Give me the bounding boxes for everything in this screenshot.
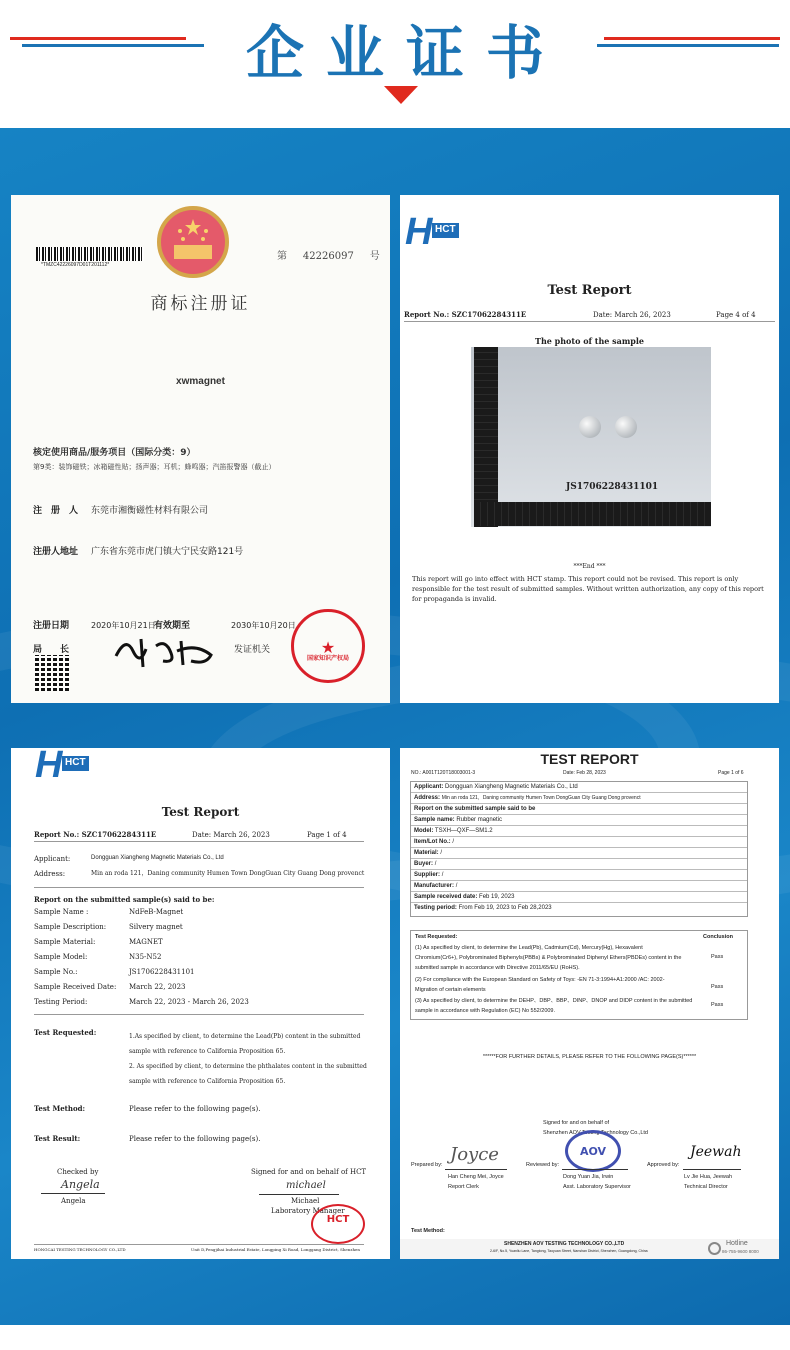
issuer-label: 发证机关	[234, 645, 271, 655]
hotline-number: 86-755-9600 8000	[722, 1249, 759, 1254]
footer-address: Unit D,Pengjihai Industrial Estate, Longping Xi Road, Longgang District, Shenzhen	[191, 1247, 360, 1252]
qr-code	[35, 655, 71, 691]
signature-line	[683, 1169, 741, 1170]
report-number: Report No.: SZC17062284311E	[34, 830, 157, 839]
prepared-name: Han Cheng Mei, Joyce	[448, 1174, 504, 1180]
report-page: Page 1 of 6	[718, 770, 744, 776]
result-value: Please refer to the following page(s).	[129, 1135, 261, 1143]
field-label: Testing Period:	[34, 998, 88, 1006]
checker-signature: Angela	[61, 1178, 100, 1191]
report-title: Test Report	[547, 283, 632, 298]
date-label: 注册日期	[33, 621, 70, 631]
checker-name: Angela	[61, 1197, 86, 1205]
address-value: Min an roda 121，Daning community Humen Town DongGuan City Guang Dong provenct	[91, 870, 365, 877]
certificate-title: 商标注册证	[150, 294, 251, 314]
barcode-text: *TMZC42226097D01T201112*	[41, 262, 110, 268]
test-requested-table	[410, 930, 748, 1020]
report-date: Date: Feb 28, 2023	[563, 770, 606, 776]
aov-test-report	[400, 748, 779, 1259]
ipo-stamp: ★ 国家知识产权局	[291, 609, 365, 683]
sample-label: JS1706228431101	[566, 482, 659, 492]
hotline-label: Hotline	[726, 1240, 748, 1247]
report-note: This report will go into effect with HCT stamp. This report could not be revised. This report is only responsible for the test result of submitted samples. Without written authorization, any copy of this report for propaganda is invalid.	[412, 575, 764, 604]
signature-line	[41, 1193, 105, 1194]
reg-prefix: 第	[277, 251, 287, 262]
phone-icon	[708, 1242, 721, 1255]
ruler-vertical	[474, 347, 498, 527]
sample-info-table: Applicant: Dongguan Xiangheng Magnetic Materials Co., Ltd Address: Min an roda 121，Daning community Humen Town DongGuan City Guang Dong provenct Report on the submitted sample said to be Sample name: Rubber magnetic Model: TSXH—QXF—SM1.2 Item/Lot No.: / Material: / Buyer: / Supplier: / Manufacturer: / Sample received date: Feb 19, 2023 Testing period: From Feb 19, 2023 to Feb 28,2023	[410, 781, 748, 917]
section-header	[0, 0, 790, 128]
national-emblem-icon	[156, 205, 230, 279]
field-value: N35-N52	[129, 953, 162, 961]
approved-title: Technical Director	[684, 1184, 728, 1190]
director-signature	[111, 631, 221, 671]
requested-1: 1.As specified by client, to determine the Lead(Pb) content in the submitted sample with reference to California Proposition 65.	[129, 1033, 361, 1055]
report-footer	[400, 1239, 779, 1259]
signature-line	[259, 1194, 339, 1195]
approved-label: Approved by:	[647, 1162, 680, 1168]
prepared-label: Prepared by:	[411, 1162, 443, 1168]
report-number: NO.: A001T120T18003001-3	[411, 770, 476, 776]
magnet-disc	[615, 416, 637, 438]
conclusion-pass: Pass	[711, 1002, 724, 1008]
divider	[34, 1014, 364, 1015]
photo-title: The photo of the sample	[534, 336, 645, 346]
date-value: 2020年10月21日	[91, 621, 156, 630]
signed-company: Shenzhen AOV Testing Technology Co.,Ltd	[543, 1130, 648, 1136]
address-value: 广东省东莞市虎门镇大宁民安路121号	[91, 547, 244, 557]
report-number: Report No.: SZC17062284311E	[404, 310, 527, 319]
goods-heading: 核定使用商品/服务项目（国际分类：9）	[33, 448, 196, 458]
field-value: JS1706228431101	[129, 968, 195, 976]
signer-title: Laboratory Manager	[271, 1207, 345, 1215]
reviewed-name: Dong Yuan Jia, Irwin	[563, 1174, 614, 1180]
down-arrow-icon	[384, 86, 418, 104]
aov-stamp: AOV	[565, 1130, 621, 1172]
requested-1: (1) As specified by client, to determine the Lead(Pb), Cadmium(Cd), Mercury(Hg), Hexavalent Chromium(Cr6+), Polybrominated Biphenyls(PBBs) & Polybrominated Diphenyl Ethers(PBDEs) content in the submitted sample in accordance with Directive 2011/65/EU (RoHS).	[415, 945, 682, 971]
address-label: Address:	[34, 870, 66, 878]
hct-logo: H HCT	[35, 748, 60, 790]
footer-address: 2-6/F, No.5, Yuanliu Lane, Tangtong, Taoyuan Street, Nanshan District, Shenzhen, Guangdong, China	[490, 1249, 648, 1253]
field-label: Sample Description:	[34, 923, 107, 931]
checked-by-label: Checked by	[57, 1168, 99, 1176]
photo-report-page	[400, 195, 779, 703]
report-title: TEST REPORT	[540, 751, 639, 767]
field-value: Silvery magnet	[129, 923, 183, 931]
applicant-value: Dongguan Xiangheng Magnetic Materials Co., Ltd	[91, 855, 224, 861]
end-mark: ***End ***	[573, 563, 606, 570]
field-label: Sample Model:	[34, 953, 88, 961]
signer-name: Michael	[291, 1197, 320, 1205]
reg-suffix: 号	[369, 251, 380, 262]
hct-logo: H HCT	[405, 209, 430, 257]
brand-name: xwmagnet	[176, 376, 225, 387]
divider	[34, 1244, 364, 1245]
requested-2: 2. As specified by client, to determine the phthalates content in the submitted sample with reference to California Proposition 65.	[129, 1063, 367, 1085]
director-label: 局 长	[33, 645, 70, 655]
approved-signature: Jeewah	[690, 1144, 742, 1160]
divider	[34, 841, 364, 842]
valid-value: 2030年10月20日	[231, 621, 296, 630]
trademark-certificate	[11, 195, 390, 703]
method-value: Please refer to the following page(s).	[129, 1105, 261, 1113]
signature-line	[445, 1169, 507, 1170]
stamp-text: 国家知识产权局	[306, 655, 349, 662]
barcode	[36, 247, 144, 261]
registrant-value: 东莞市湘衡磁性材料有限公司	[91, 506, 209, 516]
conclusion-pass: Pass	[711, 954, 724, 960]
magnet-disc	[579, 416, 601, 438]
signer-signature: michael	[286, 1180, 326, 1191]
field-label: Sample No.:	[34, 968, 78, 976]
report-page: Page 1 of 4	[307, 831, 347, 839]
prepared-signature: Joyce	[450, 1144, 499, 1165]
footer-company: HONGCAI TESTING TECHNOLOGY CO.,LTD	[34, 1247, 126, 1252]
report-date: Date: March 26, 2023	[593, 311, 671, 319]
signed-for-label: Signed for and on behalf of HCT	[251, 1168, 367, 1176]
field-label: Sample Material:	[34, 938, 96, 946]
result-label: Test Result:	[34, 1134, 81, 1143]
conclusion-label: Conclusion	[703, 934, 733, 940]
report-page: Page 4 of 4	[716, 311, 756, 319]
goods-list: 第9类：装饰磁铁；冰箱磁性贴；扬声器；耳机；蜂鸣器；汽笛报警器（截止）	[33, 463, 276, 471]
hct-stamp: HCT	[311, 1204, 365, 1244]
field-value: NdFeB-Magnet	[129, 908, 184, 916]
signed-for-label: Signed for and on behalf of	[543, 1120, 610, 1126]
field-value: March 22, 2023	[129, 983, 186, 991]
field-value: March 22, 2023 - March 26, 2023	[129, 998, 249, 1006]
reviewed-label: Reviewed by:	[526, 1162, 560, 1168]
requested-label: Test Requested:	[34, 1028, 97, 1037]
signature-line	[562, 1169, 628, 1170]
registrant-label: 注 册 人	[33, 506, 79, 516]
requested-3: (3) As specified by client, to determine the DEHP、DBP、BBP、DINP、DNOP and DIDP content in the submitted sample in accordance with Regulation (EC) No 552/2009.	[415, 998, 693, 1014]
divider	[404, 321, 775, 322]
requested-2: (2) For compliance with the European Standard on Safety of Toys: -EN 71-3:1994+A1:2000 /AC: 2002- Migration of certain elements	[415, 977, 665, 993]
field-label: Sample Name :	[34, 908, 89, 916]
valid-label: 有效期至	[154, 621, 191, 631]
ruler-horizontal	[474, 502, 711, 526]
field-value: MAGNET	[129, 938, 163, 946]
requested-label: Test Requested:	[415, 934, 458, 940]
submitted-heading: Report on the submitted sample(s) said to be:	[34, 895, 215, 904]
sample-photo	[471, 347, 711, 527]
method-label: Test Method:	[411, 1228, 445, 1234]
prepared-title: Report Clerk	[448, 1184, 479, 1190]
address-label: 注册人地址	[33, 547, 79, 557]
section-title: 企业证书	[245, 19, 566, 87]
bottom-margin	[0, 1325, 790, 1350]
further-details: ******FOR FURTHER DETAILS, PLEASE REFER TO THE FOLLOWING PAGE(S)******	[482, 1054, 697, 1060]
report-date: Date: March 26, 2023	[192, 831, 270, 839]
footer-company: SHENZHEN AOV TESTING TECHNOLOGY CO.,LTD	[504, 1241, 625, 1247]
approved-name: Lv Jie Hua, Jeewah	[684, 1174, 732, 1180]
divider	[34, 887, 364, 888]
reviewed-title: Asst. Laboratory Supervisor	[563, 1184, 631, 1190]
report-title: Test Report	[161, 805, 240, 819]
method-label: Test Method:	[34, 1104, 86, 1113]
registration-number	[277, 251, 380, 264]
field-label: Sample Received Date:	[34, 983, 117, 991]
reg-number: 42226097	[302, 251, 354, 262]
applicant-label: Applicant:	[34, 855, 71, 863]
conclusion-pass: Pass	[711, 984, 724, 990]
hct-test-report	[11, 748, 390, 1259]
